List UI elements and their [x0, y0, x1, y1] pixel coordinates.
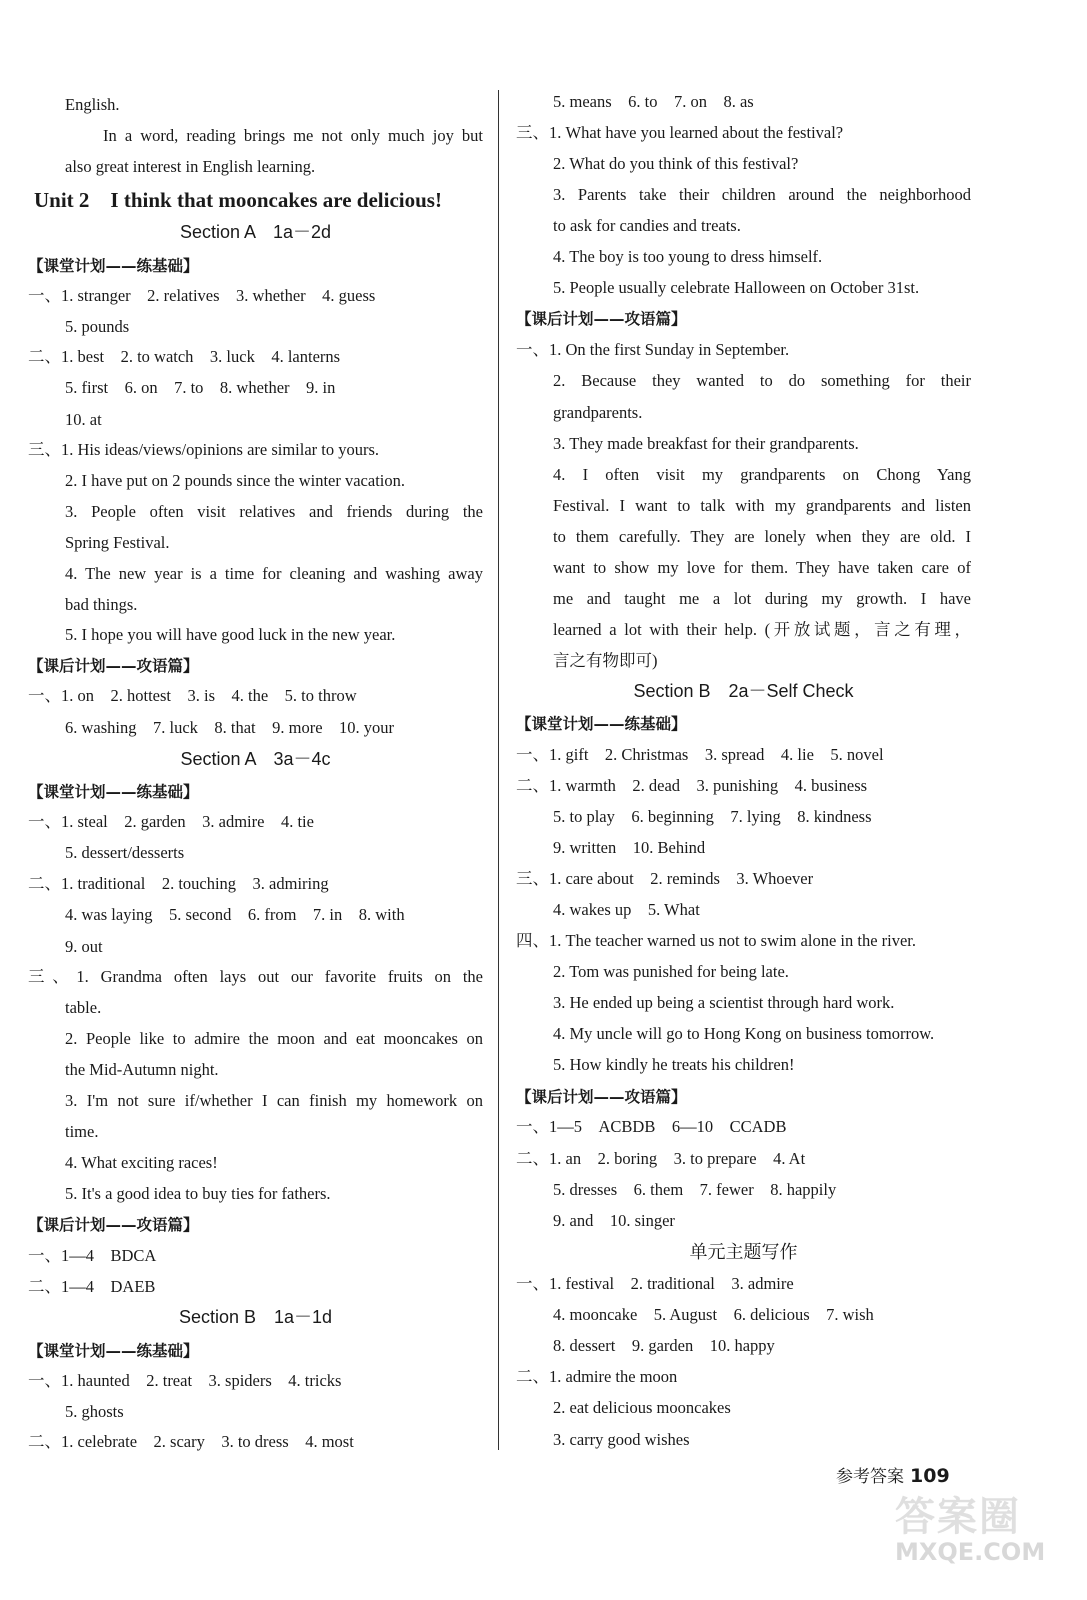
answer-line: 三、1. care about 2. reminds 3. Whoever — [516, 869, 814, 888]
page-number: 109 — [910, 1465, 950, 1487]
answer-line: me and taught me a lot during my growth. I have — [553, 589, 971, 608]
answer-line: 二、1. celebrate 2. scary 3. to dress 4. most — [28, 1432, 354, 1451]
answer-line: 2. Tom was punished for being late. — [553, 962, 789, 981]
answer-line: Festival. I want to talk with my grandparents and listen — [553, 496, 971, 515]
answer-line: 二、1. admire the moon — [516, 1367, 678, 1386]
answer-line: 3. I'm not sure if/whether I can finish my homework on — [65, 1091, 483, 1110]
answer-line: 4. My uncle will go to Hong Kong on business tomorrow. — [553, 1024, 935, 1043]
answer-line: 4. The new year is a time for cleaning and washing away — [65, 564, 483, 583]
plan-label: 【课堂计划——练基础】 — [28, 257, 199, 275]
answer-line: 二、1. warmth 2. dead 3. punishing 4. business — [516, 776, 868, 795]
watermark-url: MXQE.COM — [895, 1538, 1046, 1566]
answer-line: 4. What exciting races! — [65, 1153, 218, 1172]
answer-line: 4. mooncake 5. August 6. delicious 7. wish — [553, 1305, 874, 1324]
answer-line: grandparents. — [553, 403, 643, 422]
answer-line: 一、1. On the first Sunday in September. — [516, 340, 790, 359]
answer-line: 一、1. haunted 2. treat 3. spiders 4. tricks — [28, 1371, 342, 1390]
answer-line: 5. to play 6. beginning 7. lying 8. kindness — [553, 807, 872, 826]
answer-line: 二、1. an 2. boring 3. to prepare 4. At — [516, 1149, 806, 1168]
answer-line: 一、1. steal 2. garden 3. admire 4. tie — [28, 812, 314, 831]
answer-line: 3. They made breakfast for their grandparents. — [553, 434, 859, 453]
plan-label: 【课堂计划——练基础】 — [28, 1342, 199, 1360]
answer-line: 10. at — [65, 410, 102, 429]
answer-line: 3. Parents take their children around the neighborhood — [553, 185, 971, 204]
answer-line: 三、1. What have you learned about the festival? — [516, 123, 844, 142]
answer-line: 4. was laying 5. second 6. from 7. in 8. with — [65, 905, 405, 924]
section-heading: Section B 2a－Self Check — [633, 681, 854, 701]
answer-line: 四、1. The teacher warned us not to swim alone in the river. — [516, 931, 917, 950]
answer-line: 二、1—4 DAEB — [28, 1277, 156, 1296]
answer-line: bad things. — [65, 595, 138, 614]
answer-line: In a word, reading brings me not only much joy but — [103, 126, 483, 145]
plan-label: 【课后计划——攻语篇】 — [28, 657, 199, 675]
answer-line: 二、1. best 2. to watch 3. luck 4. lanterns — [28, 347, 341, 366]
answer-line: Spring Festival. — [65, 533, 170, 552]
answer-line: to them carefully. They are lonely when they are old. I — [553, 527, 971, 546]
answer-line: 三、1. Grandma often lays out our favorite fruits on the — [28, 967, 483, 986]
section-heading: Section A 3a－4c — [180, 749, 331, 769]
answer-line: learned a lot with their help. (开放试题，言之有理， — [553, 620, 971, 639]
answer-line: 一、1—4 BDCA — [28, 1246, 157, 1265]
plan-label: 【课后计划——攻语篇】 — [28, 1216, 199, 1234]
answer-line: table. — [65, 998, 102, 1017]
watermark-text: 答案圈 — [895, 1494, 1021, 1540]
answer-line: the Mid-Autumn night. — [65, 1060, 219, 1079]
page-footer — [836, 1462, 950, 1487]
answer-line: to ask for candies and treats. — [553, 216, 741, 235]
watermark-logo — [895, 1485, 1065, 1565]
answer-line: also great interest in English learning. — [65, 157, 316, 176]
answer-line: 5. dresses 6. them 7. fewer 8. happily — [553, 1180, 837, 1199]
answer-line: 2. What do you think of this festival? — [553, 154, 799, 173]
answer-line: 5. pounds — [65, 317, 130, 336]
answer-line: 二、1. traditional 2. touching 3. admiring — [28, 874, 329, 893]
answer-line: 5. dessert/desserts — [65, 843, 185, 862]
footer-label: 参考答案 — [836, 1467, 904, 1487]
plan-label: 【课后计划——攻语篇】 — [516, 1088, 687, 1106]
section-heading: Section A 1a－2d — [179, 222, 332, 242]
answer-line: 3. carry good wishes — [553, 1430, 690, 1449]
section-heading: Section B 1a－1d — [178, 1307, 333, 1327]
answer-line: 3. People often visit relatives and friends during the — [65, 502, 483, 521]
answer-line: 4. wakes up 5. What — [553, 900, 700, 919]
answer-line: 2. eat delicious mooncakes — [553, 1398, 731, 1417]
answer-line: 8. dessert 9. garden 10. happy — [553, 1336, 775, 1355]
answer-line: 5. means 6. to 7. on 8. as — [553, 92, 754, 111]
answer-line: 5. first 6. on 7. to 8. whether 9. in — [65, 378, 336, 397]
answer-line: 9. and 10. singer — [553, 1211, 675, 1230]
answer-line: English. — [65, 95, 120, 114]
answer-line: 三、1. His ideas/views/opinions are similar to yours. — [28, 440, 380, 459]
answer-line: want to show my love for them. They have taken care of — [553, 558, 971, 577]
answer-line: 一、1. festival 2. traditional 3. admire — [516, 1274, 794, 1293]
plan-label: 【课后计划——攻语篇】 — [516, 310, 687, 328]
answer-line: 5. People usually celebrate Halloween on October 31st. — [553, 278, 920, 297]
answer-line: 5. It's a good idea to buy ties for fathers. — [65, 1184, 331, 1203]
answer-line: 9. written 10. Behind — [553, 838, 706, 857]
answer-line: time. — [65, 1122, 99, 1141]
answer-line: 2. I have put on 2 pounds since the winter vacation. — [65, 471, 405, 490]
column-divider — [498, 90, 499, 1450]
answer-line: 一、1. gift 2. Christmas 3. spread 4. lie 5. novel — [516, 745, 884, 764]
answer-line: 5. I hope you will have good luck in the new year. — [65, 625, 396, 644]
answer-line: 5. How kindly he treats his children! — [553, 1055, 795, 1074]
unit-title: Unit 2 I think that mooncakes are delicious! — [34, 188, 442, 212]
answer-line: 5. ghosts — [65, 1402, 124, 1421]
answer-line: 3. He ended up being a scientist through hard work. — [553, 993, 895, 1012]
answer-line: 2. People like to admire the moon and eat mooncakes on — [65, 1029, 483, 1048]
answer-line: 一、1. stranger 2. relatives 3. whether 4. guess — [28, 286, 376, 305]
answer-line: 6. washing 7. luck 8. that 9. more 10. your — [65, 718, 395, 737]
answer-line: 4. I often visit my grandparents on Chong Yang — [553, 465, 971, 484]
answer-line: 9. out — [65, 937, 103, 956]
section-heading: 单元主题写作 — [689, 1242, 798, 1262]
answer-line: 一、1—5 ACBDB 6—10 CCADB — [516, 1117, 787, 1136]
plan-label: 【课堂计划——练基础】 — [28, 783, 199, 801]
answer-line: 4. The boy is too young to dress himself. — [553, 247, 823, 266]
answer-line: 一、1. on 2. hottest 3. is 4. the 5. to throw — [28, 686, 357, 705]
answer-line: 言之有物即可) — [553, 651, 658, 670]
answer-line: 2. Because they wanted to do something for their — [553, 371, 971, 390]
plan-label: 【课堂计划——练基础】 — [516, 715, 687, 733]
